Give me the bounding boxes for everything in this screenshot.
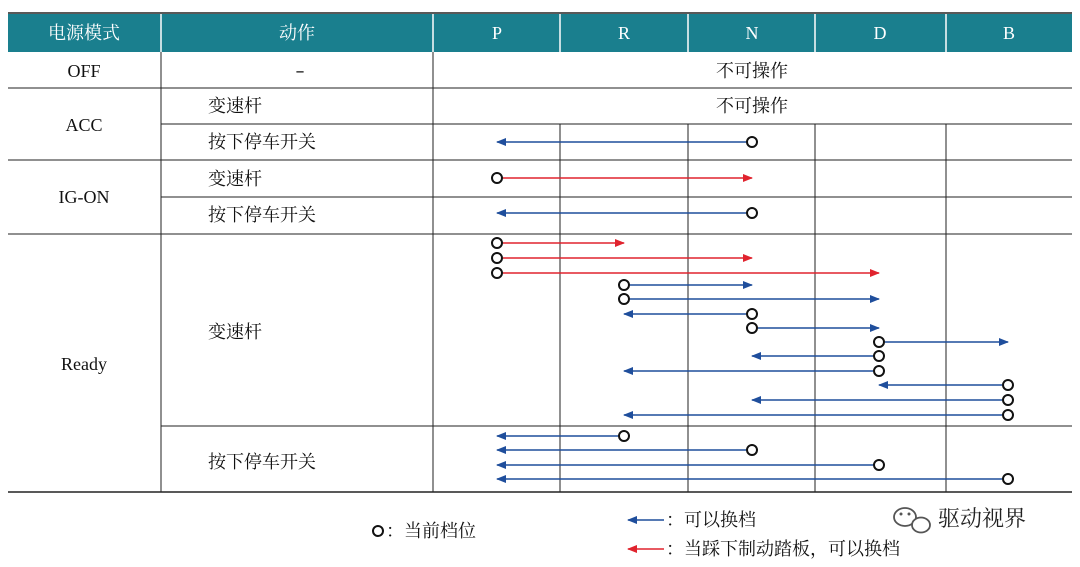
transition-r-to-d — [619, 294, 879, 304]
mode-acc: ACC — [65, 115, 103, 135]
current-gear-circle-icon — [874, 366, 884, 376]
transition-n-to-p — [497, 208, 757, 218]
current-gear-circle-icon — [874, 460, 884, 470]
transition-p-to-d — [492, 268, 879, 278]
header-gear-b: B — [1002, 23, 1016, 43]
transition-d-to-p — [497, 460, 884, 470]
current-gear-circle-icon — [1003, 395, 1013, 405]
transition-d-to-r — [624, 366, 884, 376]
wechat-logo-icon — [894, 508, 930, 533]
action-ready-park-switch: 按下停车开关 — [208, 452, 316, 473]
current-gear-circle-icon — [747, 323, 757, 333]
current-gear-circle-icon — [747, 309, 757, 319]
header-gear-r: R — [617, 23, 631, 43]
transition-b-to-n — [752, 395, 1013, 405]
current-gear-circle-icon — [747, 208, 757, 218]
current-gear-circle-icon — [619, 431, 629, 441]
transition-b-to-p — [497, 474, 1013, 484]
current-gear-circle-icon — [1003, 410, 1013, 420]
current-gear-circle-icon — [492, 238, 502, 248]
current-gear-circle-icon — [619, 294, 629, 304]
current-gear-circle-icon — [747, 137, 757, 147]
row-dividers — [8, 88, 1072, 426]
current-gear-circle-icon — [874, 351, 884, 361]
transition-n-to-p — [497, 445, 757, 455]
current-gear-circle-icon — [1003, 380, 1013, 390]
note-off-not-operable: 不可操作 — [716, 61, 788, 82]
header-power-mode: 电源模式 — [48, 23, 120, 44]
current-gear-circle-icon — [1003, 474, 1013, 484]
current-gear-circle-icon — [874, 337, 884, 347]
mode-ready: Ready — [61, 354, 107, 374]
action-acc-park-switch: 按下停车开关 — [208, 132, 316, 153]
legend-blue-meaning: ：可以换档 — [666, 510, 756, 531]
header-action: 动作 — [279, 23, 315, 44]
action-ig-park-switch: 按下停车开关 — [208, 205, 316, 226]
mode-ig-on: IG-ON — [58, 187, 110, 207]
watermark-text: 驱动视界 — [938, 507, 1027, 532]
transition-r-to-n — [619, 280, 752, 290]
legend-current-gear: ：当前档位 — [386, 521, 476, 542]
current-gear-circle-icon — [492, 253, 502, 263]
transition-p-to-r — [492, 238, 624, 248]
header-gear-d: D — [873, 23, 887, 43]
action-ig-lever: 变速杆 — [208, 169, 262, 190]
current-gear-circle-icon — [747, 445, 757, 455]
mode-off: OFF — [67, 61, 101, 81]
transition-p-to-n — [492, 173, 752, 183]
action-acc-lever: 变速杆 — [208, 96, 262, 117]
transition-n-to-d — [747, 323, 879, 333]
transition-d-to-n — [752, 351, 884, 361]
current-gear-circle-icon — [619, 280, 629, 290]
header-gear-n: N — [745, 23, 759, 43]
action-off: – — [295, 61, 305, 82]
transition-p-to-n — [492, 253, 752, 263]
current-gear-circle-icon — [492, 173, 502, 183]
action-ready-lever: 变速杆 — [208, 322, 262, 343]
legend-red-meaning: ：当踩下制动踏板，可以换档 — [666, 539, 900, 560]
current-gear-circle-icon — [492, 268, 502, 278]
legend-current-gear-circle-icon — [373, 526, 383, 536]
table-header-bar — [8, 14, 1072, 52]
transition-d-to-b — [874, 337, 1008, 347]
transition-b-to-r — [624, 410, 1013, 420]
header-gear-p: P — [491, 23, 503, 43]
transition-arrows — [492, 137, 1013, 484]
transition-n-to-p — [497, 137, 757, 147]
transition-n-to-r — [624, 309, 757, 319]
note-acc-not-operable: 不可操作 — [716, 96, 788, 117]
transition-r-to-p — [497, 431, 629, 441]
